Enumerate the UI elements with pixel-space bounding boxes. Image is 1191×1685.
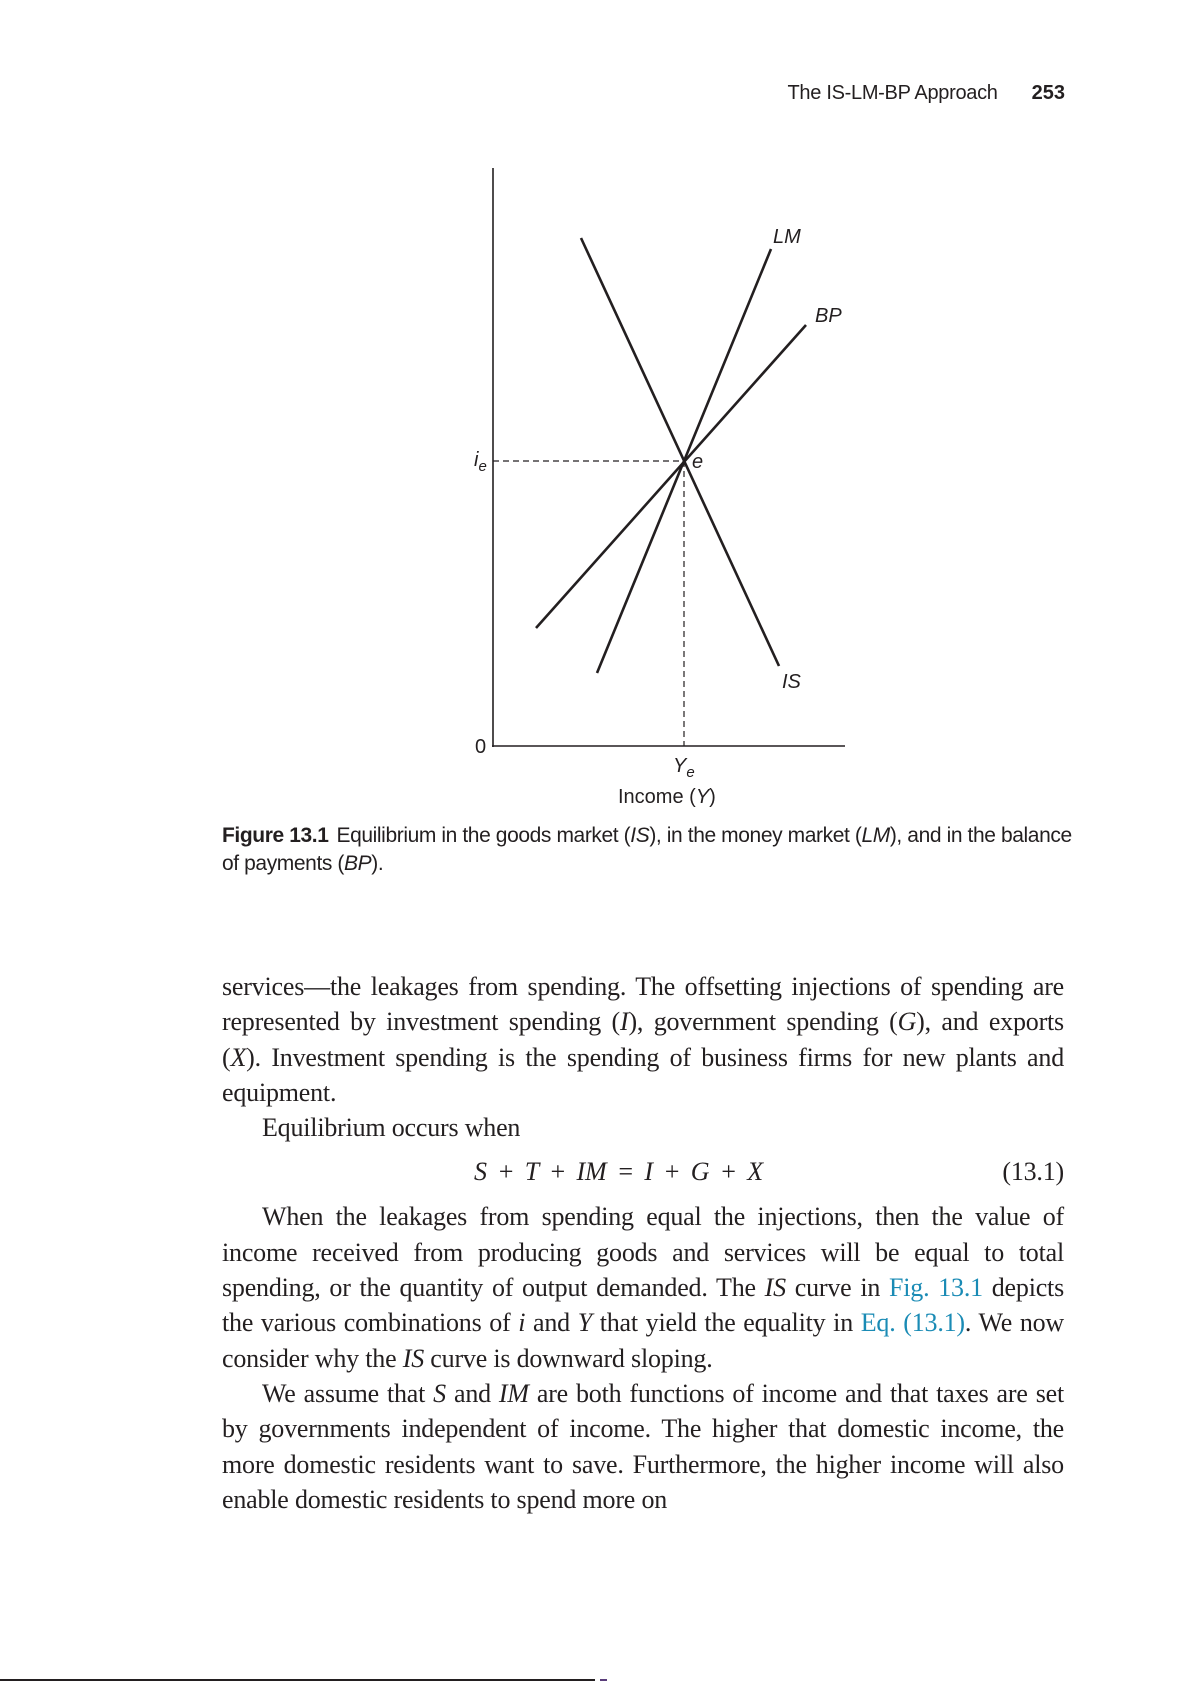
ie-tick-label: $i_e$: [474, 449, 487, 475]
body-text: [222, 969, 1064, 1517]
bp-label: BP: [815, 305, 842, 327]
is-label: IS: [782, 671, 801, 693]
equation-13-1-link[interactable]: Eq. (13.1): [860, 1308, 965, 1338]
paragraph-1: services—the leakages from spending. The offsetting injections of spending are represented by investment spending (I), government spending (G), and exports (X). Investment spending is the spending of business firms for new plants and equipment.: [222, 972, 1064, 1107]
ye-tick-label: $Y_e$: [673, 755, 695, 781]
x-axis-title: Income (Y): [618, 786, 716, 808]
is-lm-bp-chart: [0, 0, 1191, 820]
lm-label: LM: [773, 226, 801, 248]
bp-curve: [536, 325, 806, 628]
equation-13-1: [222, 1145, 1064, 1199]
equation-expression: S + T + IM = I + G + X: [474, 1157, 763, 1187]
equilibrium-label: e: [692, 451, 704, 473]
paragraph-4: We assume that S and IM are both functions of income and that taxes are set by governments independent of income. The higher that domestic income, the more domestic residents want to save. Furthermore, the higher income will also enable domestic residents to spend more on: [222, 1378, 1064, 1514]
figure-label: Figure 13.1: [222, 824, 329, 847]
paragraph-2: Equilibrium occurs when: [262, 1113, 521, 1143]
page-number: 253: [1031, 82, 1065, 104]
footer-mark: [600, 1679, 607, 1681]
figure-caption: Figure 13.1 Equilibrium in the goods market (IS), in the money market (LM), and in the balance of payments (BP).: [222, 824, 1072, 875]
origin-label: 0: [475, 736, 487, 758]
paragraph-3: When the leakages from spending equal the injections, then the value of income received from producing goods and services will be equal to total spending, or the quantity of output demanded. The IS curve in Fig. 13.1 depicts the various combinations of i and Y that yield the equality in Eq. (13.1). We now consider why the IS curve is downward sloping.: [222, 1202, 1064, 1373]
equation-number: (13.1): [1002, 1157, 1064, 1187]
footer-rule: [0, 1679, 595, 1681]
running-title: The IS-LM-BP Approach: [787, 82, 998, 104]
figure-13-1-link[interactable]: Fig. 13.1: [889, 1273, 983, 1303]
